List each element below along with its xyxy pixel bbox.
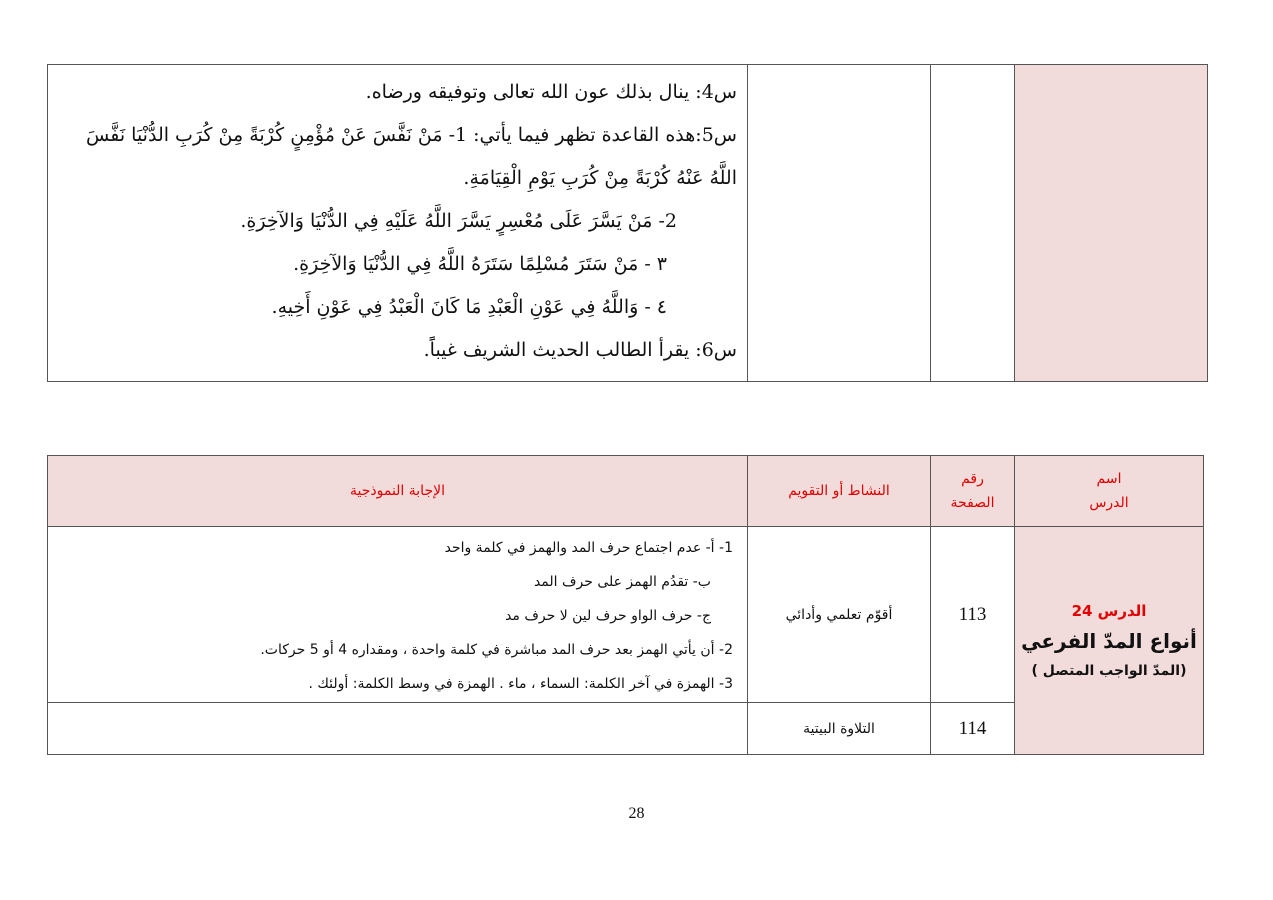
- lesson-number: الدرس 24: [1071, 601, 1147, 620]
- answer-line: ج- حرف الواو حرف لين لا حرف مد: [505, 608, 711, 624]
- activity-cell: [748, 65, 931, 382]
- lesson-cell: [1015, 527, 1204, 755]
- header-activity: النشاط أو التقويم: [748, 456, 931, 527]
- header-row: [48, 456, 1204, 527]
- answer-line: س4: ينال بذلك عون الله تعالى وتوفيقه ورضاه.: [365, 81, 737, 103]
- answer-line: 1- أ- عدم اجتماع حرف المد والهمز في كلمة واحد: [444, 540, 733, 556]
- lesson-name-cell: [1015, 65, 1208, 382]
- header-lesson-name: اسم الدرس: [1015, 456, 1204, 527]
- answer-line: ب- تقدُم الهمز على حرف المد: [533, 574, 711, 590]
- activity-label: التلاوة البيتية: [748, 703, 931, 755]
- answer-line: س5:هذه القاعدة تظهر فيما يأتي: 1- مَنْ نَفَّسَ عَنْ مُؤْمِنٍ كُرْبَةً مِنْ كُرَبِ الدُّنْيَا نَفَّسَ اللَّهُ عَنْهُ كُرْبَةً مِنْ كُرَبِ يَوْمِ الْقِيَامَةِ.: [86, 124, 737, 189]
- header-page-number: رقم الصفحة: [931, 456, 1015, 527]
- page-number: 113: [931, 527, 1015, 703]
- activity-label: أقوّم تعلمي وأدائي: [748, 527, 931, 703]
- model-answer-cell: [48, 703, 748, 755]
- model-answer-cell: [48, 527, 748, 703]
- table-row: [48, 527, 1204, 703]
- page-number: 114: [931, 703, 1015, 755]
- page-number-footer: 28: [628, 805, 645, 822]
- lesson-title: أنواع المدّ الفرعي: [1021, 628, 1197, 653]
- answer-line: ٣ - مَنْ سَتَرَ مُسْلِمًا سَتَرَهُ اللَّهُ فِي الدُّنْيَا وَالآخِرَةِ.: [293, 253, 667, 275]
- page-number-cell: [931, 65, 1015, 382]
- answer-line: 2- أن يأتي الهمز بعد حرف المد مباشرة في كلمة واحدة ، ومقداره 4 أو 5 حركات.: [260, 642, 733, 658]
- lesson-subtitle: (المدّ الواجب المتصل ): [1031, 662, 1187, 679]
- header-model-answer: الإجابة النموذجية: [48, 456, 748, 527]
- model-answer-cell: [48, 65, 748, 382]
- answer-line: 2- مَنْ يَسَّرَ عَلَى مُعْسِرٍ يَسَّرَ اللَّهُ عَلَيْهِ فِي الدُّنْيَا وَالآخِرَةِ.: [240, 210, 677, 232]
- answer-line: ٤ - وَاللَّهُ فِي عَوْنِ الْعَبْدِ مَا كَانَ الْعَبْدُ فِي عَوْنِ أَخِيهِ.: [271, 296, 667, 318]
- answer-line: س6: يقرأ الطالب الحديث الشريف غيباًًَ.: [423, 339, 737, 361]
- answer-line: 3- الهمزة في آخر الكلمة: السماء ، ماء . الهمزة في وسط الكلمة: أولئك .: [308, 676, 733, 692]
- lesson-table: [47, 455, 1204, 755]
- hadith-answers-table: [47, 64, 1208, 382]
- table-row: [48, 65, 1208, 382]
